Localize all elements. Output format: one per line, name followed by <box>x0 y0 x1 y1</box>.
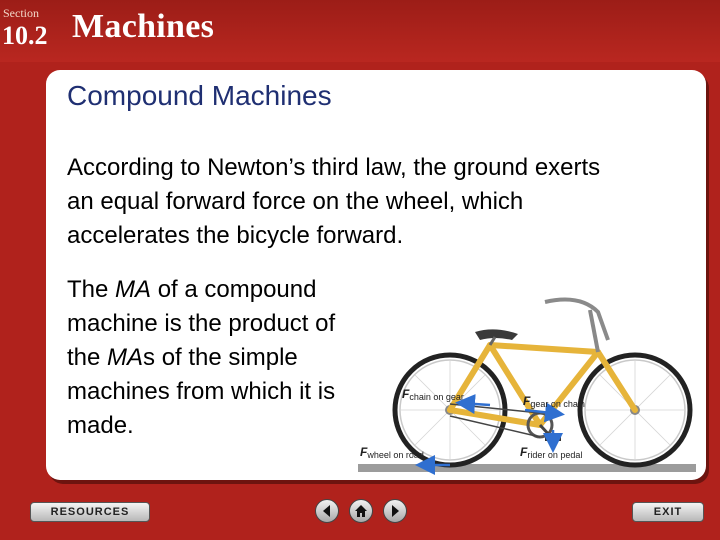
para2-text-2: of a compound machine is the product of the <box>67 276 336 371</box>
para2-text-1: The <box>67 276 116 303</box>
seat <box>475 329 518 340</box>
paragraph-compound-ma <box>67 273 367 443</box>
section-number: 10.2 <box>2 21 48 50</box>
label-rider-on-pedal: Frider on pedal <box>520 445 583 460</box>
label-chain-on-gear: Fchain on gear <box>402 387 464 402</box>
paragraph-newton: According to Newton’s third law, the ground exerts an equal forward force on the wheel, which accelerates the bicycle forward. <box>67 154 601 249</box>
slide-heading: Compound Machines <box>67 80 332 111</box>
ma-term: MA <box>107 344 144 371</box>
exit-button[interactable]: EXIT <box>632 502 704 522</box>
label-wheel-on-road: Fwheel on road <box>360 445 424 460</box>
previous-icon <box>319 503 335 519</box>
home-icon <box>353 503 369 519</box>
chapter-title: Machines <box>72 8 215 45</box>
resources-button[interactable]: RESOURCES <box>30 502 150 522</box>
bicycle-force-diagram <box>340 290 700 480</box>
para2-text-3: s of the simple machines from which it is made. <box>67 344 336 439</box>
next-icon <box>387 503 403 519</box>
section-label: Section <box>3 6 39 20</box>
label-gear-on-chain: Fgear on chain <box>523 394 585 409</box>
ma-term: MA <box>115 276 152 303</box>
handlebar <box>545 300 608 340</box>
home-button[interactable] <box>349 499 373 523</box>
previous-button[interactable] <box>315 499 339 523</box>
next-button[interactable] <box>383 499 407 523</box>
header-bar <box>0 0 720 62</box>
